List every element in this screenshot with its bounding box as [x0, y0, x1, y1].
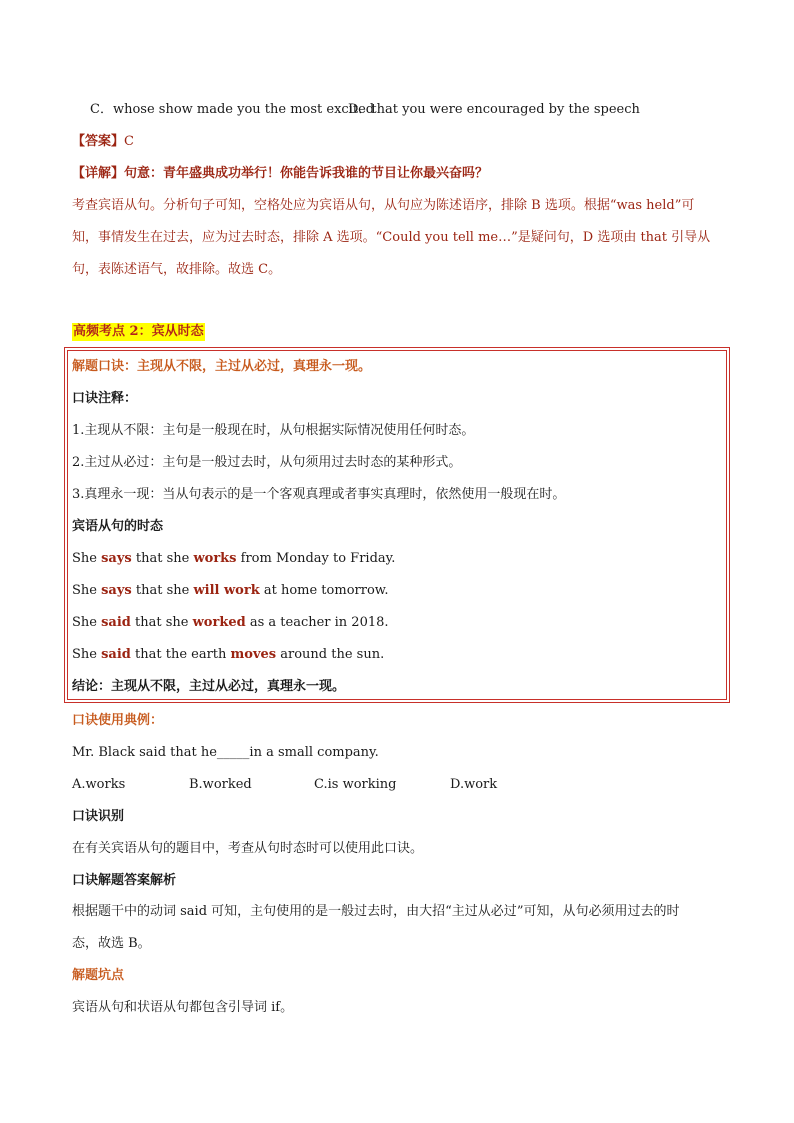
example-main-verb: said: [101, 647, 131, 662]
example-middle: that the earth: [130, 647, 231, 662]
example-2: [72, 582, 389, 600]
option-d: D．that you were encouraged by the speech: [348, 102, 640, 117]
choice-a: A.works: [72, 777, 126, 792]
identify-heading: 口诀识别: [72, 809, 125, 824]
example-1: [72, 550, 395, 568]
answer-label: 【答案】: [72, 134, 125, 149]
example-clause-verb: works: [193, 551, 237, 566]
choice-d: D.work: [450, 777, 498, 792]
option-c: C．whose show made you the most excited: [90, 102, 375, 117]
example-main-verb: says: [101, 551, 132, 566]
usage-question: Mr. Black said that he_____in a small company.: [72, 745, 379, 760]
example-tail: from Monday to Friday.: [236, 551, 396, 566]
example-clause-verb: will work: [193, 583, 260, 598]
choice-b: B.worked: [189, 777, 252, 792]
pitfall-heading: 解题坑点: [72, 968, 125, 983]
analysis-heading: 口诀解题答案解析: [72, 873, 177, 888]
explain-line-2: 知，事情发生在过去，应为过去时态，排除 A 选项。“Could you tell me…”是疑问句，D 选项由 that 引导从: [72, 230, 711, 245]
usage-heading: 口诀使用典例：: [72, 713, 164, 728]
example-4: [72, 646, 384, 664]
pitfall-text: 宾语从句和状语从句都包含引导词 if。: [72, 1000, 294, 1015]
example-middle: that she: [131, 551, 194, 566]
analysis-line-2: 态，故选 B。: [72, 936, 151, 951]
identify-text: 在有关宾语从句的题目中，考查从句时态时可以使用此口诀。: [72, 841, 424, 856]
example-middle: that she: [131, 583, 194, 598]
example-middle: that she: [130, 615, 193, 630]
example-subject: She: [72, 647, 102, 662]
explain-meaning-line: [72, 165, 488, 183]
example-clause-verb: moves: [230, 647, 277, 662]
explain-label: 【详解】: [72, 166, 125, 181]
example-tail: around the sun.: [276, 647, 385, 662]
example-main-verb: says: [101, 583, 132, 598]
notes-heading: 口诀注释：: [72, 391, 138, 406]
explain-meaning: 句意：青年盛典成功举行！你能告诉我谁的节目让你最兴奋吗？: [124, 166, 489, 181]
example-3: [72, 614, 389, 632]
example-subject: She: [72, 615, 102, 630]
tense-heading: 宾语从句的时态: [72, 519, 164, 534]
example-subject: She: [72, 551, 102, 566]
example-tail: as a teacher in 2018.: [245, 615, 389, 630]
answer-value: C: [124, 134, 134, 149]
explain-line-1: 考查宾语从句。分析句子可知，空格处应为宾语从句，从句应为陈述语序，排除 B 选项。根据“was held”可: [72, 198, 695, 213]
analysis-line-1: 根据题干中的动词 said 可知，主句使用的是一般过去时，由大招“主过从必过”可知，从句必须用过去的时: [72, 904, 680, 919]
rhyme-text: 解题口诀：主现从不限，主过从必过，真理永一现。: [72, 359, 372, 374]
note-1: 1.主现从不限：主句是一般现在时，从句根据实际情况使用任何时态。: [72, 423, 475, 438]
note-3: 3.真理永一现：当从句表示的是一个客观真理或者事实真理时，依然使用一般现在时。: [72, 487, 566, 502]
answer-line: [72, 133, 134, 151]
choice-c: C.is working: [314, 777, 397, 792]
explain-line-3: 句，表陈述语气，故排除。故选 C。: [72, 262, 282, 277]
section-title: 高频考点 2：宾从时态: [73, 324, 204, 339]
example-main-verb: said: [101, 615, 131, 630]
note-2: 2.主过从必过：主句是一般过去时，从句须用过去时态的某种形式。: [72, 455, 462, 470]
example-clause-verb: worked: [192, 615, 246, 630]
conclusion: 结论：主现从不限，主过从必过，真理永一现。: [72, 679, 346, 694]
example-subject: She: [72, 583, 102, 598]
example-tail: at home tomorrow.: [259, 583, 389, 598]
